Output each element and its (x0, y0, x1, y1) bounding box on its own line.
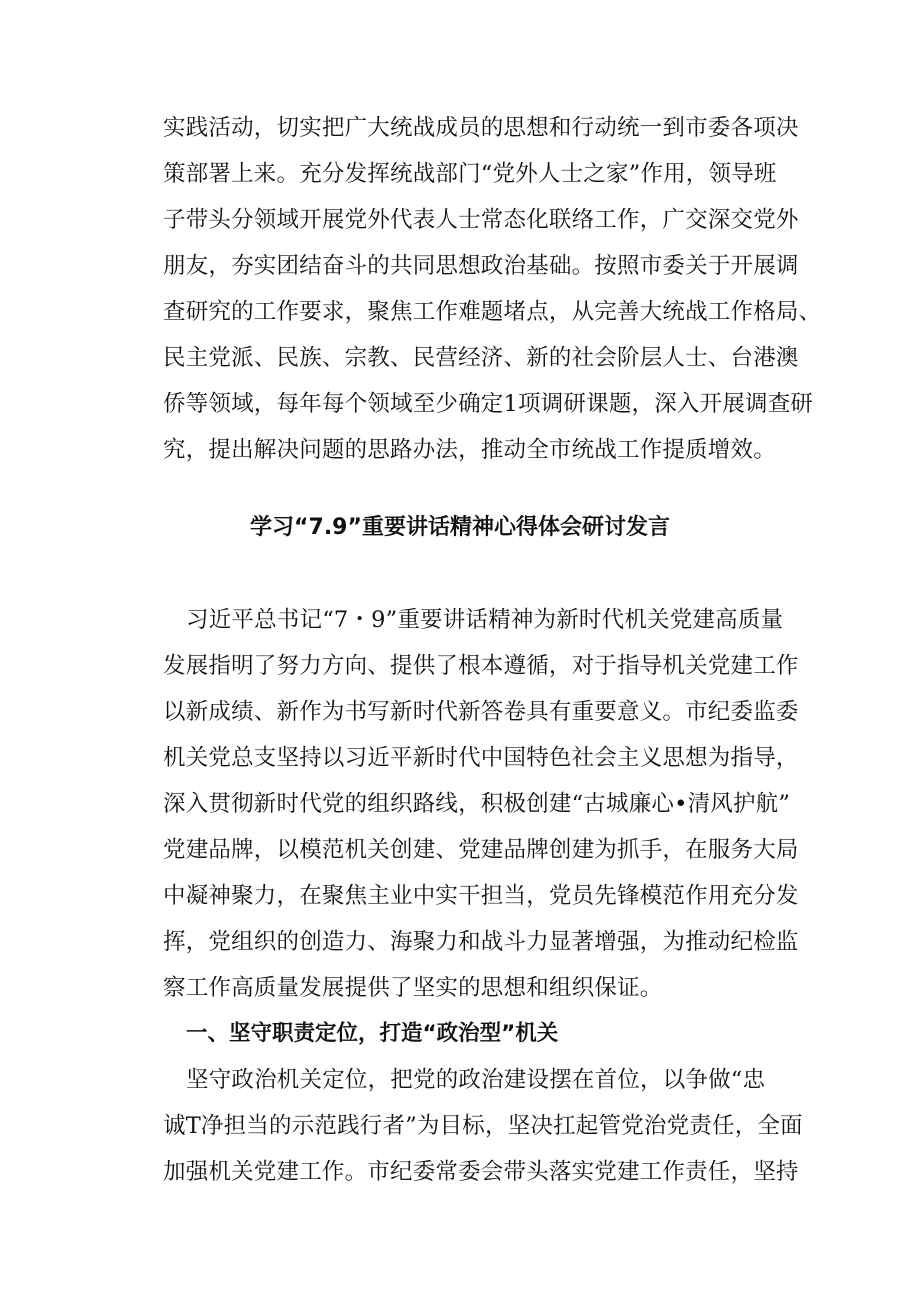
para1-line-2: 策部署上来。充分发挥统战部门“党外人士之家”作用，领导班 (163, 161, 777, 187)
para1-line-7: 侨等领域，每年每个领域至少确定1项调研课题，深入开展调查研 (163, 391, 814, 417)
para2-line-5: 深入贯彻新时代党的组织路线，积极创建“古城廉心•清风护航” (163, 791, 791, 817)
para1-line-8: 究，提出解决问题的思路办法，推动全市统战工作提质增效。 (163, 437, 776, 463)
para2-line-9: 察工作高质量发展提供了坚实的思想和组织保证。 (163, 975, 663, 1001)
para2-line-3: 以新成绩、新作为书写新时代新答卷具有重要意义。市纪委监委 (163, 699, 799, 725)
para3-line-2: 诚T净担当的示范践行者”为目标，坚决扛起管党治党责任，全面 (163, 1113, 803, 1139)
para3-line-3: 加强机关党建工作。市纪委常委会带头落实党建工作责任，坚持 (163, 1159, 799, 1185)
para2-line-7: 中凝神聚力，在聚焦主业中实干担当，党员先锋模范作用充分发 (163, 883, 799, 909)
section-heading-1: 一、坚守职责定位，打造“政治型”机关 (186, 1021, 559, 1046)
para3-line-1: 坚守政治机关定位，把党的政治建设摆在首位，以争做“忠 (186, 1067, 766, 1093)
document-title: 学习“7.9”重要讲话精神心得体会研讨发言 (250, 515, 670, 540)
para2-line-1: 习近平总书记“7・9”重要讲话精神为新时代机关党建高质量 (186, 607, 784, 633)
para1-line-3: 子带头分领域开展党外代表人士常态化联络工作，广交深交党外 (163, 207, 799, 233)
para2-line-8: 挥，党组织的创造力、海聚力和战斗力显著增强，为推动纪检监 (163, 929, 799, 955)
para2-line-2: 发展指明了努力方向、提供了根本遵循，对于指导机关党建工作 (163, 653, 799, 679)
para2-line-4: 机关党总支坚持以习近平新时代中国特色社会主义思想为指导， (163, 745, 799, 771)
para1-line-1: 实践活动，切实把广大统战成员的思想和行动统一到市委各项决 (163, 115, 799, 141)
para2-line-6: 党建品牌，以模范机关创建、党建品牌创建为抓手，在服务大局 (163, 837, 799, 863)
para1-line-4: 朋友，夯实团结奋斗的共同思想政治基础。按照市委关于开展调 (163, 253, 799, 279)
para1-line-5: 查研究的工作要求，聚焦工作难题堵点，从完善大统战工作格局、 (163, 299, 822, 325)
para1-line-6: 民主党派、民族、宗教、民营经济、新的社会阶层人士、台港澳 (163, 345, 799, 371)
